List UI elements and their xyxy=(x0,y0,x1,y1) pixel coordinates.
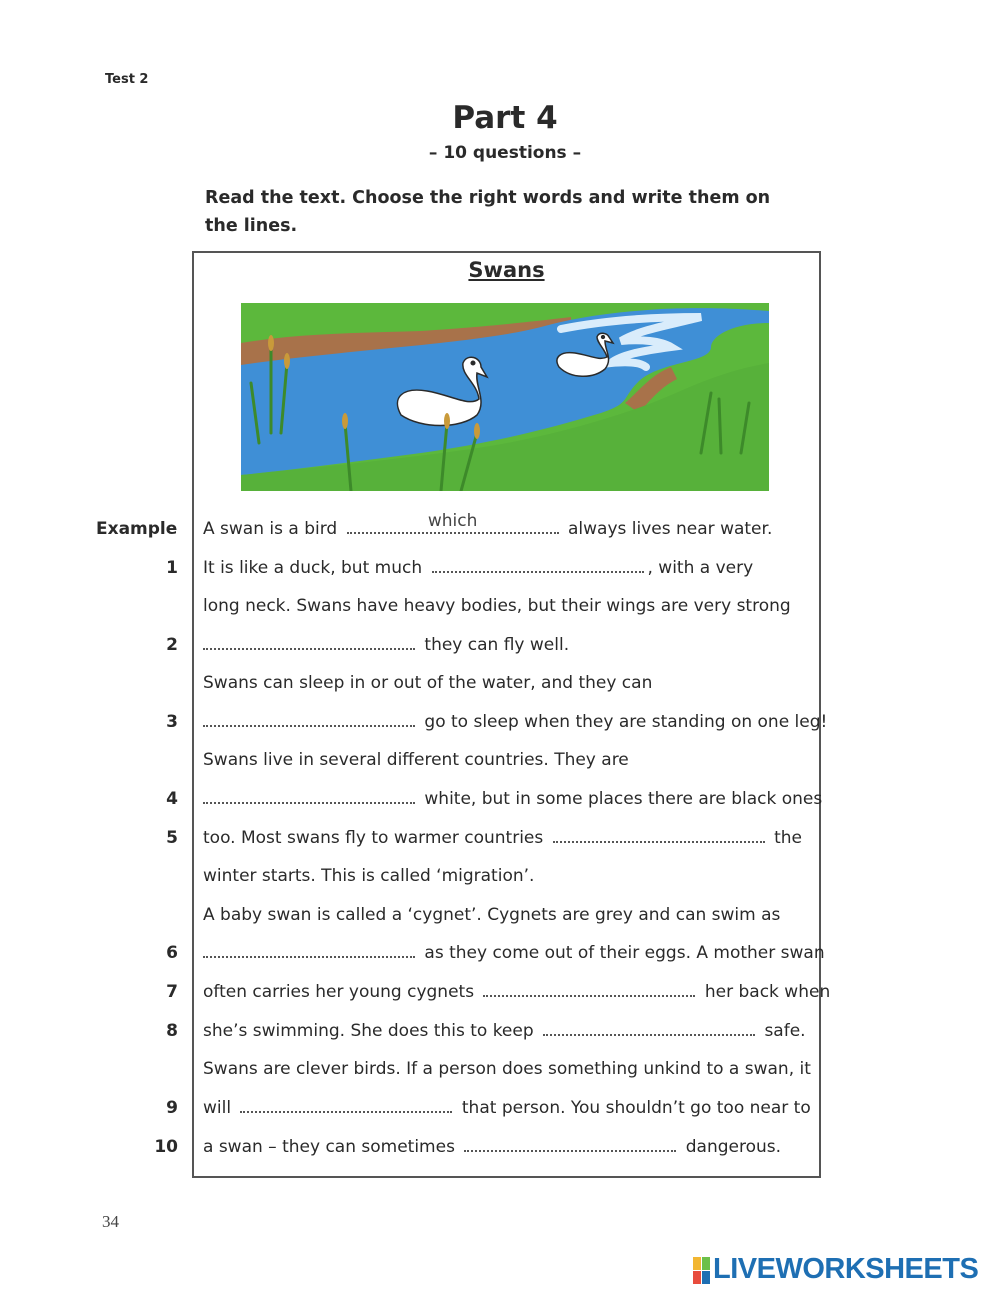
question-number-9: 9 xyxy=(166,1098,178,1118)
story-line-text: long neck. Swans have heavy bodies, but their wings are very strong xyxy=(203,596,791,616)
line-text-before: A swan is a bird xyxy=(203,519,338,539)
answer-gap-8[interactable] xyxy=(543,1020,755,1036)
question-number-7: 7 xyxy=(166,982,178,1002)
part-subtitle: – 10 questions – xyxy=(428,143,582,163)
question-number-4: 4 xyxy=(166,789,178,809)
example-answer: which xyxy=(427,511,478,531)
story-line-2 xyxy=(203,634,569,656)
story-line-8 xyxy=(203,1020,806,1042)
answer-input-7[interactable] xyxy=(483,975,695,995)
line-text-before: will xyxy=(203,1098,232,1118)
answer-gap-6[interactable] xyxy=(203,942,415,958)
line-text-after: the xyxy=(774,828,802,848)
story-line-text: Swans can sleep in or out of the water, and they can xyxy=(203,673,653,693)
line-text-before: too. Most swans fly to warmer countries xyxy=(203,828,544,848)
page-number: 34 xyxy=(102,1212,119,1231)
story-line-text: winter starts. This is called ‘migration’. xyxy=(203,866,535,886)
story-line-7 xyxy=(203,981,830,1003)
story-line-text: Swans are clever birds. If a person does something unkind to a swan, it xyxy=(203,1059,811,1079)
question-number-3: 3 xyxy=(166,712,178,732)
answer-input-4[interactable] xyxy=(203,782,415,802)
story-line-9 xyxy=(203,1097,811,1119)
answer-gap-7[interactable] xyxy=(483,981,695,997)
test-label: Test 2 xyxy=(105,72,149,87)
story-line-3 xyxy=(203,711,827,733)
question-number-8: 8 xyxy=(166,1021,178,1041)
question-number-5: 5 xyxy=(166,828,178,848)
line-text-before: often carries her young cygnets xyxy=(203,982,475,1002)
line-text-after: go to sleep when they are standing on one leg! xyxy=(424,712,828,732)
swan-pond-illustration xyxy=(241,303,769,491)
question-number-2: 2 xyxy=(166,635,178,655)
answer-gap-10[interactable] xyxy=(464,1136,676,1152)
story-line-text: A baby swan is called a ‘cygnet’. Cygnets are grey and can swim as xyxy=(203,905,781,925)
line-text-after: as they come out of their eggs. A mother swan xyxy=(424,943,825,963)
answer-input-6[interactable] xyxy=(203,936,415,956)
story-line-1 xyxy=(203,557,753,579)
answer-input-8[interactable] xyxy=(543,1014,755,1034)
question-number-1: 1 xyxy=(166,558,178,578)
question-number-6: 6 xyxy=(166,943,178,963)
line-text-after: , with a very xyxy=(647,558,754,578)
brand-name: LIVEWORKSHEETS xyxy=(713,1253,979,1285)
answer-gap-3[interactable] xyxy=(203,711,415,727)
story-line-4 xyxy=(203,788,822,810)
question-number-10: 10 xyxy=(154,1137,178,1157)
story-line-6 xyxy=(203,942,825,964)
answer-gap-1[interactable] xyxy=(432,557,644,573)
line-text-after: dangerous. xyxy=(685,1137,782,1157)
line-text-after: they can fly well. xyxy=(424,635,570,655)
liveworksheets-logo-icon xyxy=(693,1257,709,1283)
line-text-before: she’s swimming. She does this to keep xyxy=(203,1021,534,1041)
answer-input-10[interactable] xyxy=(464,1130,676,1150)
example-label: Example xyxy=(96,519,178,539)
line-text-after: her back when xyxy=(704,982,831,1002)
liveworksheets-brand[interactable] xyxy=(693,1253,978,1286)
answer-gap-9[interactable] xyxy=(240,1097,452,1113)
line-text-after: white, but in some places there are black ones xyxy=(424,789,823,809)
story-line-10 xyxy=(203,1136,781,1158)
answer-input-5[interactable] xyxy=(553,821,765,841)
line-text-before: It is like a duck, but much xyxy=(203,558,423,578)
answer-gap-4[interactable] xyxy=(203,788,415,804)
story-line-5 xyxy=(203,827,802,849)
instructions: Read the text. Choose the right words and write them on the lines. xyxy=(205,188,771,236)
answer-input-1[interactable] xyxy=(432,551,644,571)
line-text-before: a swan – they can sometimes xyxy=(203,1137,455,1157)
answer-input-9[interactable] xyxy=(240,1091,452,1111)
story-line-text: Swans live in several different countries. They are xyxy=(203,750,629,770)
example-answer-gap xyxy=(347,511,559,534)
part-title: Part 4 xyxy=(452,100,558,136)
answer-input-2[interactable] xyxy=(203,628,415,648)
line-text-after: always lives near water. xyxy=(568,519,773,539)
story-line-example xyxy=(203,511,773,540)
answer-input-3[interactable] xyxy=(203,705,415,725)
answer-gap-5[interactable] xyxy=(553,827,765,843)
answer-gap-2[interactable] xyxy=(203,634,415,650)
story-title: Swans xyxy=(468,258,545,282)
line-text-after: safe. xyxy=(764,1021,806,1041)
line-text-after: that person. You shouldn’t go too near to xyxy=(461,1098,811,1118)
